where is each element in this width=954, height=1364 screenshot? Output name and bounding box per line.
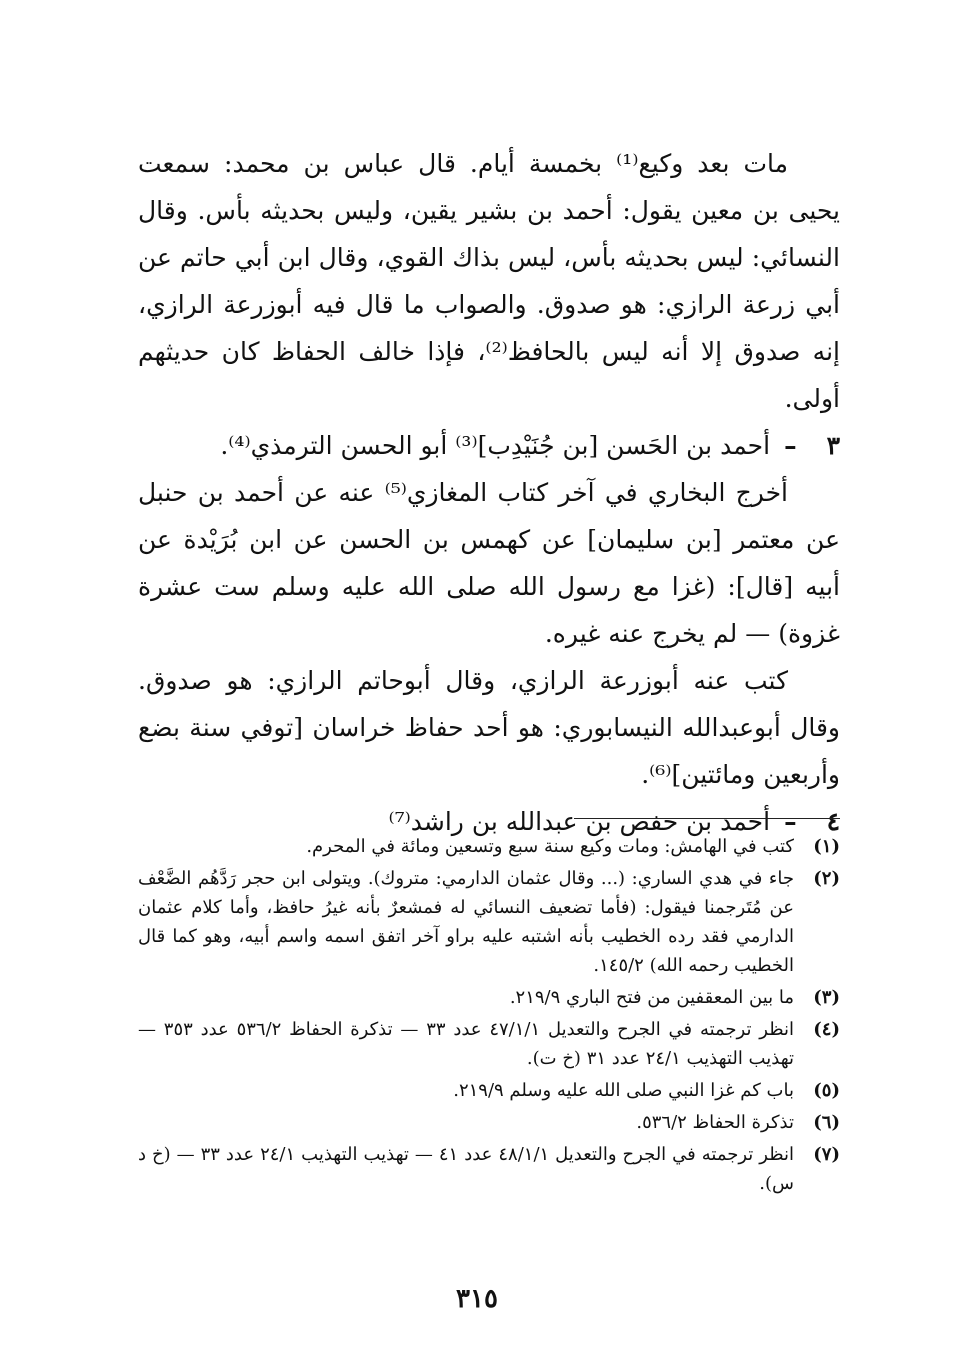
footnote-separator	[574, 818, 840, 819]
footnote-text: جاء في هدي الساري: (... وقال عثمان الدارمي: متروك). ويتولى ابن حجر رَدَّهُم الضَّعْف عن مُتَرجمنا فيقول: (فأما تضعيف النسائي له فمشعرٌ بأنه غيرُ حافظ، وأما كلام عثمان الدارمي فقد رده الخطيب بأنه اشتبه عليه براو آخر اتفق اسمه واسم أبيه، وهو كما قال الخطيب رحمه الله) ١٤٥/٢.	[138, 868, 794, 976]
paragraph-continuation: مات بعد وكيع⁽¹⁾ بخمسة أيام. قال عباس بن محمد: سمعت يحيى بن معين يقول: أحمد بن بشير يقين، وليس بحديثه بأس. وقال النسائي: ليس بحديثه بأس، ليس بذاك القوي، وقال ابن أبي حاتم عن أبي زرعة الرازي: هو صدوق. والصواب ما قال فيه أبوزرعة الرازي، إنه صدوق إلا أنه ليس بالحافظ⁽²⁾، فإذا خالف الحفاظ كان حديثهم أولى.	[138, 149, 840, 413]
footnote-number: (٧)	[813, 1144, 840, 1165]
footnote-text: ما بين المعقفين من فتح الباري ٢١٩/٩.	[509, 987, 794, 1008]
footnote-number: (٦)	[813, 1112, 840, 1133]
entry-dash: –	[784, 807, 797, 836]
entry-3-title: أحمد بن الحَسن [بن جُنَيْدِب]⁽³⁾ أبو الحسن الترمذي⁽⁴⁾.	[220, 431, 771, 460]
footnote-item	[138, 983, 840, 1012]
footnote-item	[138, 1140, 840, 1198]
footnote-item	[138, 1108, 840, 1137]
page-number: ٣١٥	[456, 1284, 498, 1314]
footnote-number: (١)	[813, 836, 840, 857]
entry-3-paragraph-1: أخرج البخاري في آخر كتاب المغازي⁽⁵⁾ عنه عن أحمد بن حنبل عن معتمر [بن سليمان] عن كهمس بن الحسن عن ابن بُرَيْدة عن أبيه [قال]: (غزا مع رسول الله صلى الله عليه وسلم ست عشرة غزوة) — لم يخرج عنه غيره.	[138, 478, 840, 648]
footnote-item	[138, 832, 840, 861]
footnote-item	[138, 1015, 840, 1073]
entry-3-number: ٣	[826, 431, 840, 460]
entry-3-paragraph-2: كتب عنه أبوزرعة الرازي، وقال أبوحاتم الرازي: هو صدوق. وقال أبوعبدالله النيسابوري: هو أحد حفاظ خراسان [توفي سنة بضع وأربعين ومائتين]⁽⁶⁾.	[138, 666, 840, 789]
footnote-number: (٣)	[813, 987, 840, 1008]
footnote-number: (٥)	[813, 1080, 840, 1101]
footnote-text: انظر ترجمته في الجرح والتعديل ٤٧/١/١ عدد ٣٣ — تذكرة الحفاظ ٥٣٦/٢ عدد ٣٥٣ — تهذيب التهذيب ٢٤/١ عدد ٣١ (خ ت).	[138, 1019, 794, 1069]
footnote-text: انظر ترجمته في الجرح والتعديل ٤٨/١/١ عدد ٤١ — تهذيب التهذيب ٢٤/١ عدد ٣٣ — (خ د س).	[138, 1144, 794, 1194]
footnote-number: (٢)	[813, 868, 840, 889]
footnote-item	[138, 864, 840, 980]
entry-dash: –	[784, 431, 797, 460]
footnote-text: تذكرة الحفاظ ٥٣٦/٢.	[636, 1112, 794, 1133]
entry-4-title: أحمد بن حفص بن عبدالله بن راشد⁽⁷⁾	[388, 807, 771, 836]
entry-3-heading	[138, 422, 840, 469]
footnote-text: باب كم غزا النبي صلى الله عليه وسلم ٢١٩/٩.	[453, 1080, 794, 1101]
main-text-block	[138, 140, 840, 845]
footnote-number: (٤)	[813, 1019, 840, 1040]
footnote-item	[138, 1076, 840, 1105]
footnotes-block	[138, 832, 840, 1201]
entry-4-number: ٤	[826, 807, 840, 836]
footnote-text: كتب في الهامش: ومات وكيع سنة سبع وتسعين ومائة في المحرم.	[306, 836, 794, 857]
